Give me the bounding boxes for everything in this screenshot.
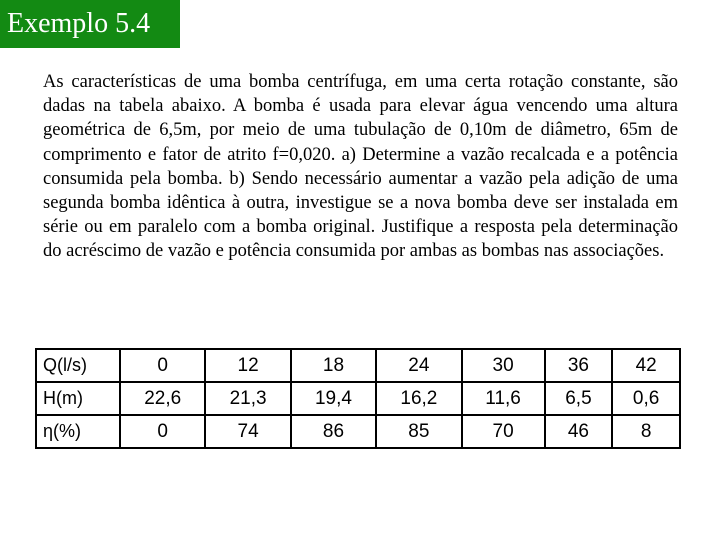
- table-cell: 46: [545, 415, 613, 448]
- pump-characteristics-table: [35, 348, 681, 449]
- table-cell: 0: [120, 415, 205, 448]
- table-row-efficiency: [36, 415, 680, 448]
- table-row-flow: [36, 349, 680, 382]
- table-cell: 0,6: [612, 382, 680, 415]
- table-cell: 42: [612, 349, 680, 382]
- table-cell: 22,6: [120, 382, 205, 415]
- table-row-head: [36, 382, 680, 415]
- row-label: η(%): [36, 415, 120, 448]
- table-cell: 21,3: [205, 382, 290, 415]
- table-cell: 18: [291, 349, 376, 382]
- table-cell: 74: [205, 415, 290, 448]
- table-cell: 86: [291, 415, 376, 448]
- table-cell: 24: [376, 349, 461, 382]
- slide-title: Exemplo 5.4: [0, 0, 180, 48]
- table-cell: 0: [120, 349, 205, 382]
- table-cell: 12: [205, 349, 290, 382]
- table-cell: 16,2: [376, 382, 461, 415]
- table-cell: 19,4: [291, 382, 376, 415]
- table-cell: 85: [376, 415, 461, 448]
- row-label: Q(l/s): [36, 349, 120, 382]
- table-cell: 6,5: [545, 382, 613, 415]
- table-cell: 70: [462, 415, 545, 448]
- problem-statement: As características de uma bomba centrífuga, em uma certa rotação constante, são dadas na tabela abaixo. A bomba é usada para elevar água vencendo uma altura geométrica de 6,5m, por meio de uma tubulação de 0,10m de diâmetro, 65m de comprimento e fator de atrito f=0,020. a) Determine a vazão recalcada e a potência consumida pela bomba. b) Sendo necessário aumentar a vazão pela adição de uma segunda bomba idêntica à outra, investigue se a nova bomba deve ser instalada em série ou em paralelo com a bomba original. Justifique a resposta pela determinação do acréscimo de vazão e potência consumida por ambas as bombas nas associações.: [43, 72, 678, 262]
- table-cell: 30: [462, 349, 545, 382]
- table-cell: 11,6: [462, 382, 545, 415]
- table-cell: 36: [545, 349, 613, 382]
- table-cell: 8: [612, 415, 680, 448]
- row-label: H(m): [36, 382, 120, 415]
